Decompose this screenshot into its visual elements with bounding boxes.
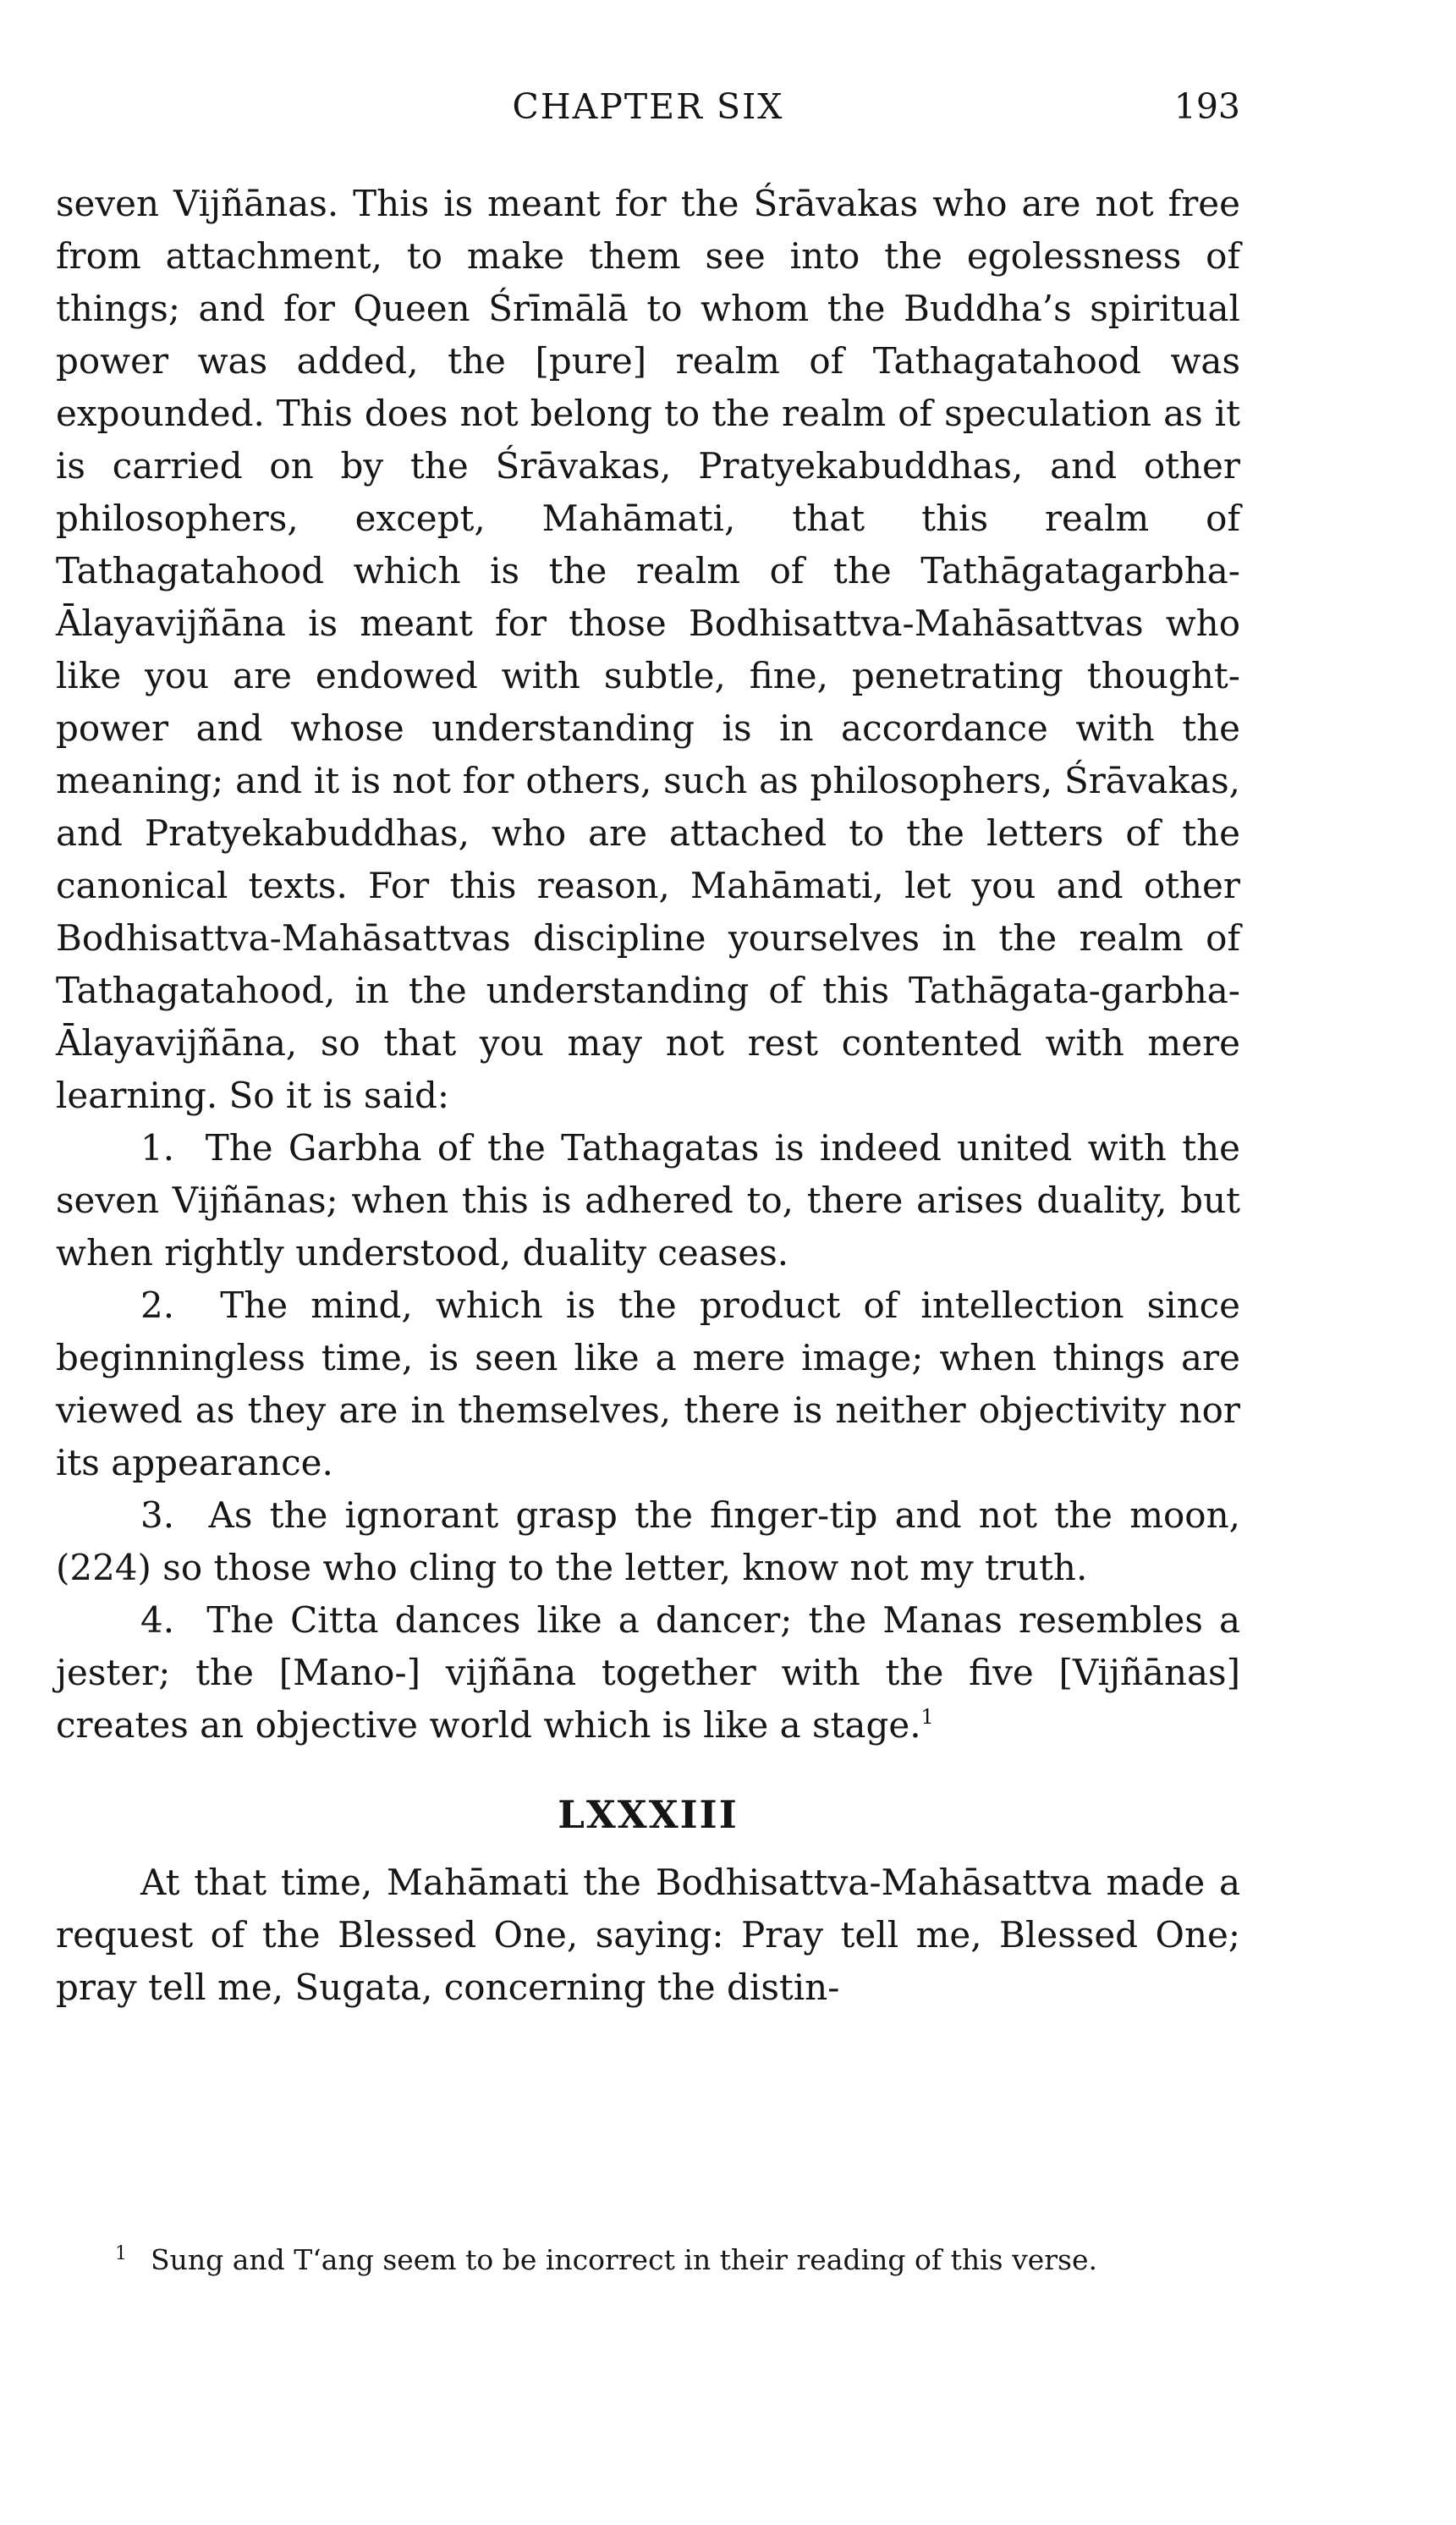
verse-3: [56, 1489, 1240, 1594]
verse-2: [56, 1279, 1240, 1489]
section-paragraph: At that time, Mahāmati the Bodhisattva-Mahāsattva made a request of the Blessed One, saying: Pray tell me, Blessed One; pray tell me, Sugata, concerning the distin-: [56, 1862, 1240, 2008]
verse-text: The Garbha of the Tathagatas is indeed united with the seven Vijñānas; when this is adhered to, there arises duality, but when rightly understood, duality ceases.: [56, 1127, 1241, 1274]
intro-paragraph: seven Vijñānas. This is meant for the Śrāvakas who are not free from attachment, to make them see into the egolessness of things; and for Queen Śrīmālā to whom the Buddha’s spiritual power was added, the [pure] realm of Tathagatahood was expounded. This does not belong to the realm of speculation as it is carried on by the Śrāvakas, Pratyekabuddhas, and other philosophers, except, Mahāmati, that this realm of Tathagatahood which is the realm of the Tathāgatagarbha-Ālayavijñāna is meant for those Bodhisattva-Mahāsattvas who like you are endowed with subtle, fine, penetrating thought-power and whose understanding is in accordance with the meaning; and it is not for others, such as philosophers, Śrāvakas, and Pratyekabuddhas, who are attached to the letters of the canonical texts. For this reason, Mahāmati, let you and other Bodhisattva-Mahāsattvas discipline yourselves in the realm of Tathagatahood, in the understanding of this Tathāgata-garbha-Ālayavijñāna, so that you may not rest contented with mere learning. So it is said:: [56, 183, 1240, 1116]
verse-1: [56, 1122, 1240, 1279]
body-text: [56, 178, 1240, 2014]
section-heading: LXXXIII: [558, 1792, 739, 1837]
running-head: [56, 81, 1240, 132]
verse-text: As the ignorant grasp the finger-tip and not the moon, (224) so those who cling to the letter, know not my truth.: [56, 1494, 1240, 1588]
verse-text: The mind, which is the product of intellection since beginningless time, is seen like a mere image; when things are viewed as they are in themselves, there is neither objectivity nor its appearance.: [56, 1285, 1241, 1483]
verse-number: 3.: [140, 1494, 175, 1536]
verse-number: 4.: [140, 1599, 175, 1641]
chapter-title: CHAPTER SIX: [512, 86, 784, 127]
footnote: [56, 2239, 1240, 2281]
page-number: 193: [1173, 86, 1240, 127]
verse-text: The Citta dances like a dancer; the Manas resembles a jester; the [Mano-] vijñāna together with the five [Vijñānas] creates an objective world which is like a stage.: [56, 1599, 1241, 1746]
verse-number: 1.: [140, 1127, 175, 1169]
footnote-reference: 1: [920, 1705, 934, 1729]
verse-number: 2.: [140, 1285, 175, 1326]
footnote-mark: 1: [115, 2243, 127, 2264]
verse-4: [56, 1594, 1240, 1752]
footnote-text: Sung and T‘ang seem to be incorrect in their reading of this verse.: [151, 2243, 1097, 2276]
